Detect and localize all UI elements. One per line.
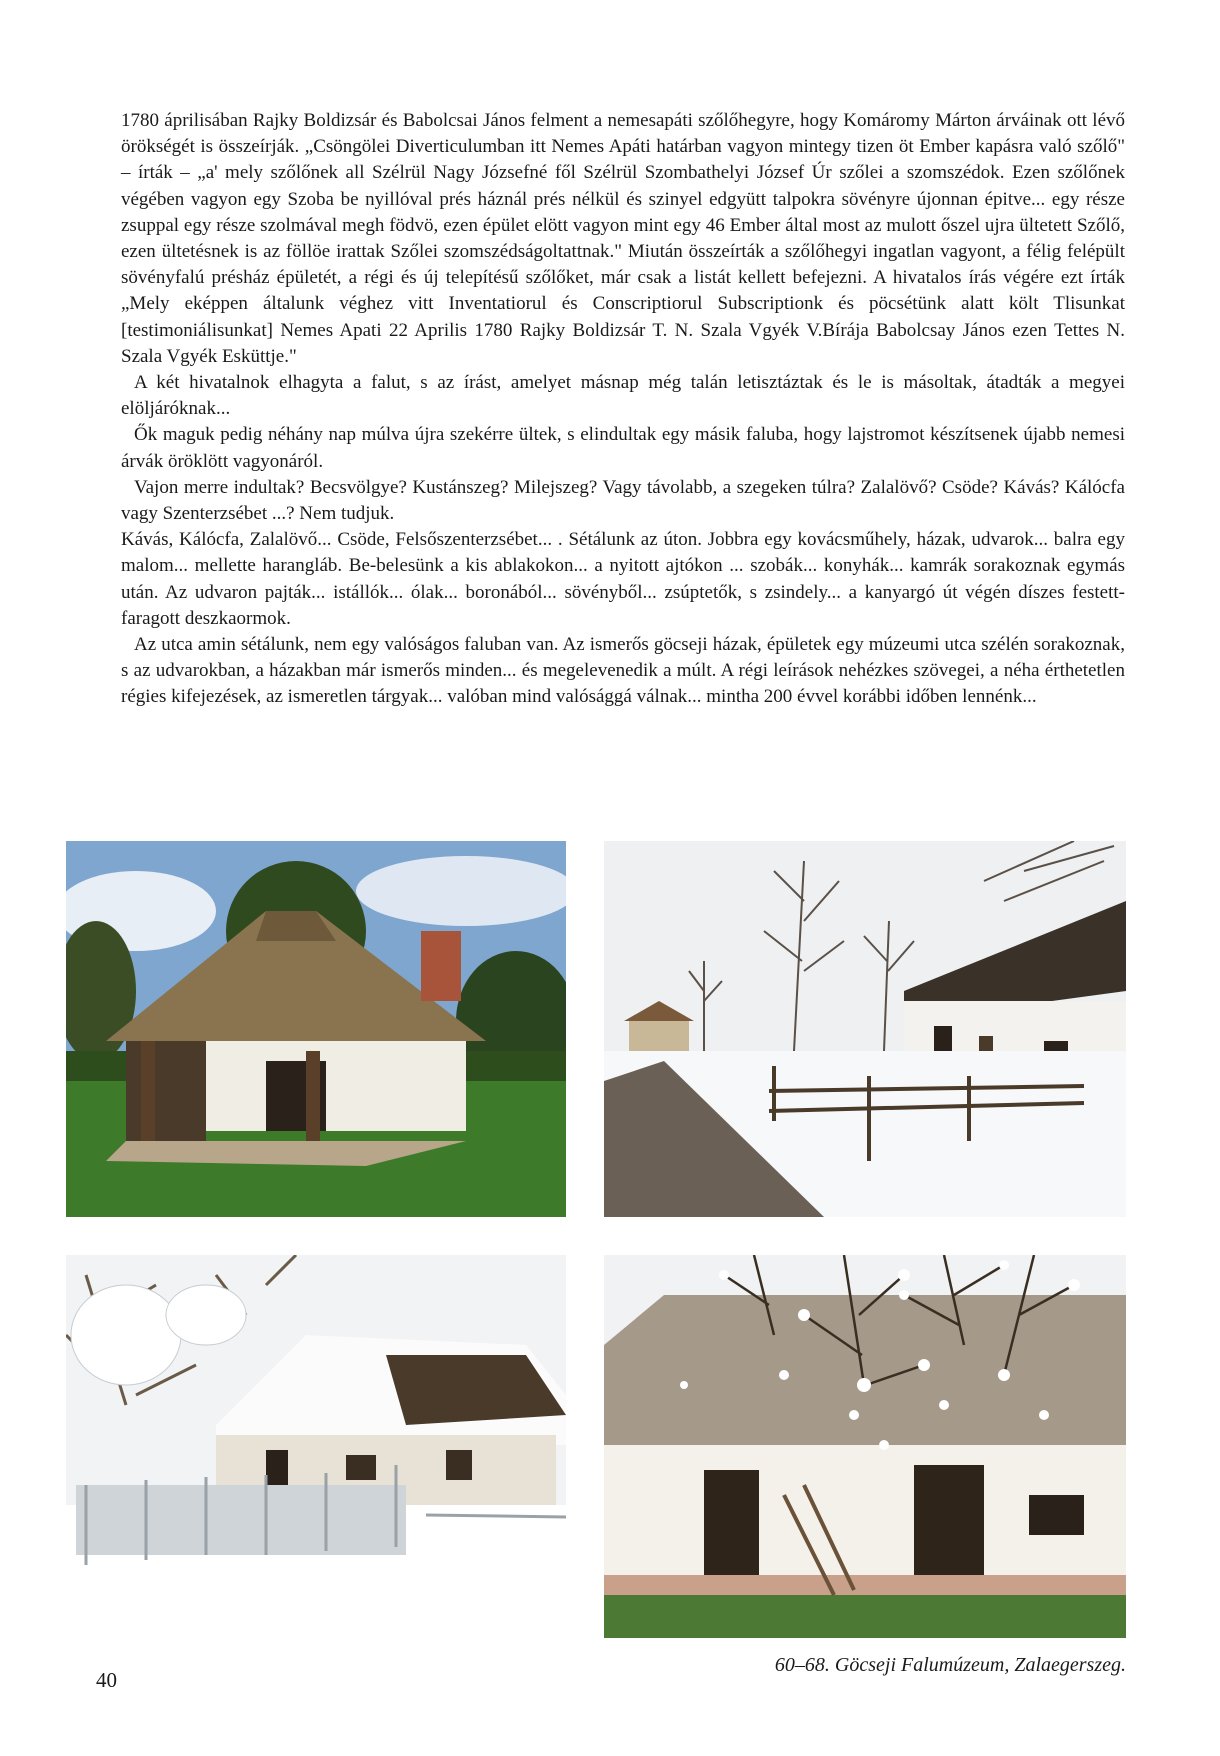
paragraph-4: Vajon merre indultak? Becsvölgye? Kustánszeg? Milejszeg? Vagy távolabb, a szegeken túlra? Zalalövő? Csöde? Kávás? Kálócfa vagy Szenterzsébet ...? Nem tudjuk. bbox=[121, 476, 1125, 525]
paragraph-6: Az utca amin sétálunk, nem egy valóságos faluban van. Az ismerős göcseji házak, épületek egy múzeumi utca szélén sorakoznak, s az udvarokban, a házakban már ismerős minden... és megelevenedik a múlt. A régi leírások nehézkes szövegei, a néha érthetetlen régies kifejezések, az ismeretlen tárgyak... valóban mind valósággá válnak... mintha 200 évvel korábbi időben lennénk... bbox=[121, 634, 1125, 708]
photo-thatched-house-summer bbox=[66, 841, 566, 1217]
photo-house-with-blossoms bbox=[604, 1255, 1126, 1638]
paragraph-3: Ők maguk pedig néhány nap múlva újra szekérre ültek, s elindultak egy másik faluba, hogy lajstromot készítsenek újabb nemesi árvák öröklött vagyonáról. bbox=[121, 424, 1125, 472]
paragraph-5: Kávás, Kálócfa, Zalalövő... Csöde, Felsőszenterzsébet... . Sétálunk az úton. Jobbra egy kovácsműhely, házak, udvarok... balra egy malom... mellette harangláb. Be-belesünk a kis ablakokon... a nyitott ajtókon ... szobák... konyhák... kamrák sorakoznak egymás után. Az udvaron pajták... istállók... ólak... boronából... sövényből... zsúptetők, s zsindely... a kanyargó út végén díszes festett-faragott deszkaormok. bbox=[121, 529, 1125, 629]
paragraph-1: 1780 áprilisában Rajky Boldizsár és Babolcsai János felment a nemesapáti szőlőhegyre, hogy Komáromy Márton árváinak ott lévő örökségét is összeírják. „Csöngölei Diverticulumban itt Nemes Apáti határban vagyon mintegy tizen öt Ember kapásra való szőlő" – írták – „a' mely szőlőnek all Szélrül Nagy Józsefné fől Szélrül Szombathelyi József Úr szőlei a szomszédok. Ezen szőlőnek végében vagyon egy Szoba be nyillóval prés háznál prés nélkül és szinyel edgyütt talpokra sövényre újonnan épitve... egy része zsuppal egy része szolmával megh födvö, ezen épület elött vagyon mint egy 46 Ember által most az mulott őszel ujra ültetett Szőlő, ezen ültetésnek is az föllöe irattak Szőlei szomszédságoltattnak." Miután összeírták a szőlőhegyi ingatlan vagyont, a félig felépült sövényfalú présház épületét, a régi és új telepítésű szőlőket, már csak a listát kellett befejezni. A hivatalos írás végére ezt írták „Mely eképpen általunk véghez vitt Inventatiorul és Conscriptiorul Subscriptionk és pöcsétünk alatt költ Tlisunkat [testimoniálisunkat] Nemes Apati 22 Aprilis 1780 Rajky Boldizsár T. N. Szala Vgyék V.Bírája Babolcsay János ezen Tettes N. Szala Vgyék Esküttje." bbox=[121, 110, 1125, 367]
photo-snow-covered-house bbox=[66, 1255, 566, 1638]
body-text bbox=[121, 108, 1125, 711]
figure-caption: 60–68. Göcseji Falumúzeum, Zalaegerszeg. bbox=[774, 1654, 1126, 1676]
paragraph-2: A két hivatalnok elhagyta a falut, s az írást, amelyet másnap még talán letisztáztak és le is másoltak, átadták a megyei elöljáróknak... bbox=[121, 372, 1125, 420]
page-number: 40 bbox=[96, 1668, 117, 1692]
photo-snowy-village-street bbox=[604, 841, 1126, 1217]
